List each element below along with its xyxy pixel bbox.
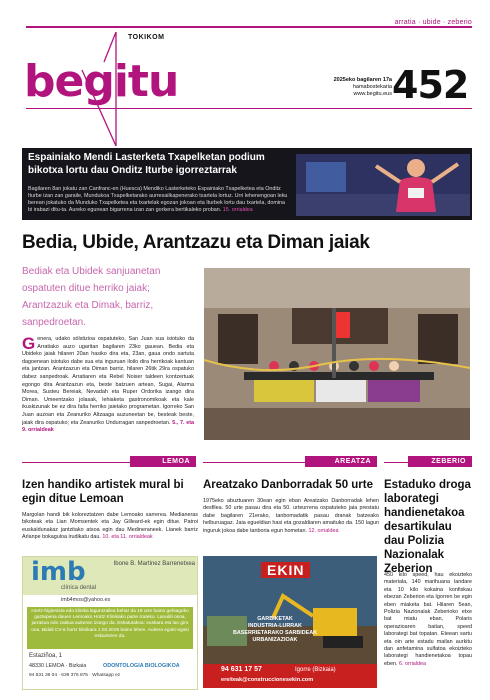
- network-logo: TOKIKOM: [128, 34, 165, 41]
- ekin-service-2: INDUSTRIA-LURRAK: [248, 623, 302, 629]
- main-page-ref[interactable]: 5., 7. eta 9. orrialdeak: [22, 419, 195, 434]
- ekin-service-1: GARBIKETAK: [257, 616, 293, 622]
- areatza-text: 1975eko abuztuaren 30ean egin eban Areatzako Danborradak lehen desfilea. 50 urte pasau dira eta 50. urteurrena ospatuteko jaia prestatu dabe bagilaren 21erako, tanbomadatik pasau dranak batzeako helburuagaz. Jaia egueldian hasi eta gozaldiaren amaituko da. 150 lagun inguruk jokoa dabe tanboria egun hometan.: [203, 498, 379, 534]
- areatza-headline[interactable]: Areatzako Danborradak 50 urte: [203, 479, 374, 491]
- issue-number: 452: [392, 63, 469, 107]
- dental-doctor: Ibone B. Martinez Barrenetxea: [113, 561, 195, 567]
- issue-date: 2025eko bagilaren 17a: [333, 77, 392, 83]
- banner-text: Bagilaren 8an jokatu zan Canfranc-en (Huesca) Mendiko Lasterketeko Espainiako Txapelketea eta Onditz Iturbe izan zan garaile, Mundukoa Txapelketarako aurresailkapenerako txartela lortuz. Urri lehenengoan leku berean jokatuko da Munduko Txapelketea eta txartelak egozan jokoan eta Iturbek lortu dau txartela, domina bi irabazi ditu-ta. Aureko egunean bigarrena izan zan gorkera bertikaleko proban.: [28, 186, 288, 213]
- website-link[interactable]: www.begitu.eus: [353, 91, 392, 97]
- runner-illustration-icon: [296, 154, 470, 216]
- dental-subtitle: clínica dental: [61, 585, 97, 591]
- section-tab-areatza[interactable]: AREATZA: [305, 456, 377, 467]
- ekin-services: [225, 616, 325, 644]
- dental-address: Estaziñoa, 1: [29, 653, 63, 659]
- zeberio-summary: [384, 572, 472, 668]
- lemoa-text: Margolan handi bik koloreztatzen dabe Lemoako sarrerea. Medianeras bikoteak eta Lian Momsentek eta Jay Gilleard-ek egin ditue. Patroi euskaldunakaz jantzitako atsoa egin dau Medineraneek. Lianek barriz Arlanpe bokaguloa irudikatu dau.: [22, 512, 198, 541]
- ekin-email[interactable]: ereiteak@construccionesekin.com: [221, 677, 314, 683]
- banner-summary: [28, 186, 290, 214]
- main-body-text: enera, udako sólstizioa ospatuteko, San Juan sua isiotuko da Arratiako auzo ugaritan bagilaren 23ko gauean. Bedia eta Ubideko jaiak hilaren 20an hasiko dira eta, 23an, gaua ondo sartuta dagoenean isiotuko dabe sua eta inguruan iloilo dira herrikoak kantuan eta jantzan. Arantzazun eta Diman barriz, hilaren 26tik 29ra ospatuko dabez sanpedroak. Arratiaren eta Rebel Noiser taldeen kontzertuak egongo dira Arantzazun eta, beste batzuen artean, Sugai, Alarma Morea, Susteu Bereiak, Nevadah eta Ruper Ordorika izango dira Diman. Umeentzako jolasak, lehiaketa gastronomikoak eta kale ikuskizunak be ez dira falta herriko jaietako programetan. Igorreko San Juan auzoan eta Zeanuriko Altzaaga auzuneetan be, besteak beste, jaiak dira ospatuko; eta Zeanuriko Undurragan sanpedroetan.: [22, 336, 194, 426]
- ekin-service-4: URBANIZAZIOAK: [252, 637, 298, 643]
- ekin-construction-ad[interactable]: [203, 556, 377, 688]
- dental-body: Hortz-higienista edo klinika laguntzailea behar da 18 urte baino gehiagoko gaztepena dauen Lemoako Hortz Klinikako parte izateko. Lanaldi osoa, jarraitua edo zatitua aukeran izango da. Eskatutakoa: euskara eta lan giro ona. Bidali CV-a hortz klinikara 1.03.2025 baino lehen. Aukera egoki-egoki eskaintzen da.: [27, 607, 193, 649]
- dental-specialty: ODONTOLOGIA BIOLOGIKOA: [103, 663, 180, 669]
- section-tab-lemoa[interactable]: LEMOA: [130, 456, 196, 467]
- places-label: arratia · ubide · zeberio: [394, 19, 472, 26]
- lemoa-headline[interactable]: Izen handiko artistek mural bi egin ditue Lemoan: [22, 479, 184, 505]
- zeberio-page-ref[interactable]: 6. orrialdea: [399, 660, 426, 667]
- ekin-phone[interactable]: 94 631 17 57: [221, 666, 262, 673]
- ekin-city: Igorre (Bizkaia): [295, 667, 336, 673]
- top-rule: [26, 26, 472, 28]
- zeberio-text: 450 kilo speed, hau ekoizteko materiala, 140 marihuana landare eta 10 kilo kokaina konfiskau ebezan Zeberion eta Igorren be egin eben miaketa bat. Hilaren 5ean, Polizia Nazionalak Zeberioko etxe bat miatu eban, Polaris operazioaren baitan, speed laborategi bat topatan. Eteean sartu eta oin arte estadu mailan aurkitu dan anfetamina sulfatoa ekoizteko laborategi handienetakoa topau eben.: [384, 572, 472, 667]
- lemoa-page-ref[interactable]: 10. eta 11. orrialdeak: [102, 534, 153, 541]
- main-lead: Bediak eta Ubidek sanjuanetan ospatuten ditue herriko jaiak; Arantzazuk eta Dimak, barriz, sanpedroetan.: [22, 266, 161, 328]
- issue-info: [328, 77, 392, 98]
- banner-headline[interactable]: Espainiako Mendi Lasterketa Txapelketan podium bikotxa lortu dau Onditz Iturbe igorreztarrak: [28, 152, 265, 176]
- building-balcony-illustration-icon: [204, 268, 470, 440]
- runner-photo: [296, 154, 470, 216]
- header-divider: [26, 108, 472, 109]
- ekin-logo: EKIN: [261, 562, 310, 578]
- dental-brand: imb: [31, 557, 86, 587]
- drop-cap: G: [22, 334, 36, 353]
- dental-city: 48330 LEMOA · Bizkaia: [29, 663, 87, 669]
- zeberio-headline[interactable]: Estaduko droga laborategi handienetakoa desartikulau dau Polizia Nazionalak Zeberion: [384, 479, 471, 575]
- masthead-logo: begitu: [24, 56, 179, 107]
- ekin-service-3: BASERRIETARAKO SARBIDEAK: [232, 630, 318, 636]
- lemoa-summary: [22, 512, 198, 542]
- festival-photo: [204, 268, 470, 440]
- main-headline[interactable]: Bedia, Ubide, Arantzazu eta Diman jaiak: [22, 232, 370, 253]
- issue-frequency: hamabostekaria: [352, 84, 392, 90]
- areatza-page-ref[interactable]: 12. orrialdea: [308, 527, 339, 534]
- dental-clinic-ad[interactable]: [22, 556, 198, 690]
- areatza-summary: [203, 498, 379, 535]
- section-tab-zeberio[interactable]: ZEBERIO: [408, 456, 472, 467]
- main-body: [22, 336, 194, 435]
- dental-email[interactable]: imb4mos@yahoo.es: [61, 597, 111, 603]
- banner-page-ref[interactable]: 15. orrialdea: [222, 207, 253, 213]
- dental-phones: 94 631 36 04 · 639 376 875 · Whatsapp ez: [29, 673, 121, 678]
